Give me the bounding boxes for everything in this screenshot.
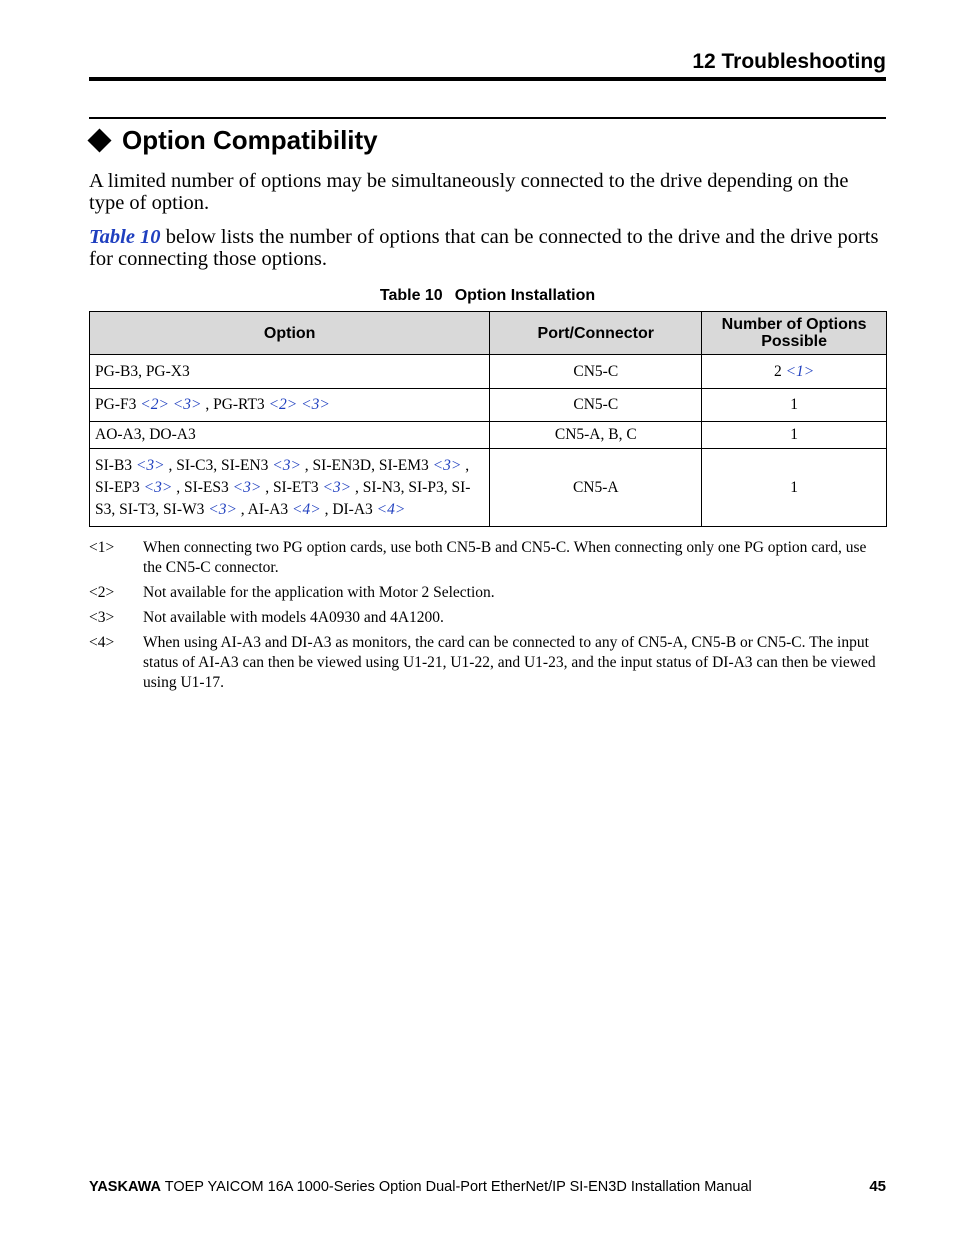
option-cell [90, 355, 490, 389]
footnote-ref-link[interactable]: <2> [140, 396, 169, 413]
cell-text: AO-A3, DO-A3 [95, 426, 196, 443]
note-text: When connecting two PG option cards, use both CN5-B and CN5-C. When connecting only one PG option card, use the CN5-C connector. [143, 539, 867, 576]
footnote-ref-link[interactable]: <3> [208, 500, 237, 518]
column-header-count: Number of Options Possible [702, 312, 887, 355]
footnote-ref-link[interactable]: <3> [432, 456, 462, 474]
table-caption [89, 287, 886, 305]
footnote-ref-link[interactable]: <4> [292, 500, 321, 518]
cell-text: , SI-ES3 [172, 478, 233, 496]
footer-manual-title: TOEP YAICOM 16A 1000-Series Option Dual-Port EtherNet/IP SI-EN3D Installation Manual [160, 1179, 752, 1195]
note-item [89, 583, 886, 603]
note-marker: <4> [89, 634, 115, 651]
footnote-ref-link[interactable]: <2> [268, 396, 298, 413]
section-heading [86, 125, 378, 156]
note-marker: <2> [89, 584, 115, 601]
page-footer [89, 1179, 886, 1195]
table-row [90, 389, 887, 422]
note-item [89, 608, 886, 628]
note-text: Not available with models 4A0930 and 4A1200. [143, 609, 444, 626]
cell-text: , SI-EN3D, SI-EM3 [300, 456, 433, 474]
option-cell [90, 389, 490, 422]
cell-text: , SI-ET3 [261, 478, 323, 496]
port-cell: CN5-A [490, 449, 702, 527]
table-10-link[interactable]: Table 10 [89, 226, 161, 248]
header-rule [89, 77, 886, 81]
cell-text: 1 [790, 396, 798, 413]
count-cell [702, 422, 887, 449]
cell-text: 1 [790, 426, 798, 443]
note-item [89, 633, 886, 693]
cell-text: , AI-A3 [236, 500, 293, 518]
intro-paragraph: A limited number of options may be simultaneously connected to the drive depending on the type of option. [89, 170, 849, 214]
port-cell: CN5-C [490, 355, 702, 389]
footer-brand: YASKAWA [89, 1179, 161, 1195]
section-rule [89, 117, 886, 119]
count-cell [702, 449, 887, 527]
lead-text: below lists the number of options that can be connected to the drive and the drive ports for connecting those options. [89, 226, 879, 270]
diamond-bullet-icon [87, 128, 111, 152]
count-cell [702, 355, 887, 389]
column-header-option: Option [90, 312, 490, 355]
footnote-ref-link[interactable]: <3> [172, 396, 202, 413]
footnote-ref-link[interactable]: <3> [232, 478, 262, 496]
footnote-ref-link[interactable]: <3> [322, 478, 352, 496]
port-cell: CN5-A, B, C [490, 422, 702, 449]
table-header-row [90, 312, 887, 355]
lead-paragraph [89, 226, 886, 270]
port-cell: CN5-C [490, 389, 702, 422]
running-header: 12 Troubleshooting [692, 50, 886, 73]
cell-text: , PG-RT3 [201, 396, 269, 413]
section-title: Option Compatibility [122, 125, 378, 155]
cell-text: , DI-A3 [320, 500, 377, 518]
cell-text: PG-F3 [95, 396, 141, 413]
table-row [90, 449, 887, 527]
cell-text: , SI-C3, SI-EN3 [164, 456, 273, 474]
note-item [89, 538, 886, 578]
footnote-ref-link[interactable]: <4> [376, 500, 406, 518]
table-row [90, 355, 887, 389]
note-text: Not available for the application with Motor 2 Selection. [143, 584, 495, 601]
footnote-ref-link[interactable]: <3> [135, 456, 165, 474]
cell-text: PG-B3, PG-X3 [95, 362, 190, 380]
option-cell [90, 422, 490, 449]
column-header-port: Port/Connector [490, 312, 702, 355]
cell-text: , SI-N3, SI-P3, SI-S3, SI-T3, SI-W3 [95, 478, 471, 518]
cell-text: SI-B3 [95, 456, 136, 474]
cell-text: , SI-EP3 [95, 456, 470, 496]
caption-title: Option Installation [454, 287, 596, 304]
cell-text: 2 [773, 362, 786, 380]
footnote-ref-link[interactable]: <3> [272, 456, 301, 474]
count-cell [702, 389, 887, 422]
table-notes [89, 538, 886, 698]
footnote-ref-link[interactable]: <3> [301, 396, 330, 413]
cell-text: 1 [790, 478, 798, 496]
footnote-ref-link[interactable]: <3> [143, 478, 173, 496]
caption-number: Table 10 [379, 287, 443, 304]
option-cell [90, 449, 490, 527]
table-row [90, 422, 887, 449]
footnote-ref-link[interactable]: <1> [785, 362, 815, 380]
page-number: 45 [869, 1178, 886, 1195]
note-text: When using AI-A3 and DI-A3 as monitors, the card can be connected to any of CN5-A, CN5-B or CN5-C. The input status of AI-A3 can then be viewed using U1-21, U1-22, and U1-23, and the input status of DI-A3 can then be viewed using U1-17. [143, 634, 876, 691]
option-installation-table [89, 311, 887, 527]
note-marker: <3> [89, 609, 115, 626]
note-marker: <1> [89, 539, 115, 556]
